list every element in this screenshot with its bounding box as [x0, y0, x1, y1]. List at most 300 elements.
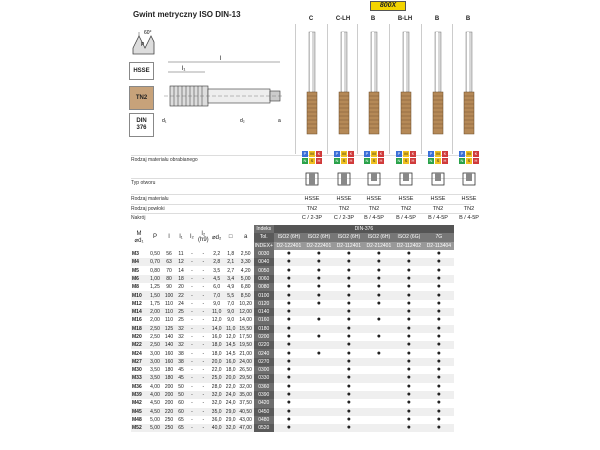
table-row — [131, 391, 454, 399]
index-suffix: 0240 — [254, 349, 274, 357]
index-suffix: 0080 — [254, 283, 274, 291]
product-image-0 — [295, 24, 327, 154]
product-type-0: C — [308, 16, 314, 22]
availability-dot: ● — [346, 366, 351, 374]
availability-dot: ● — [376, 333, 381, 340]
spec-cell: 18 — [175, 275, 187, 283]
spec-cell: 12,0 — [225, 334, 236, 340]
availability-dot — [364, 341, 394, 349]
product-image-1 — [327, 24, 359, 154]
tolerance-4: ISO2 (6G) — [394, 233, 424, 241]
tol-label: Tol. — [254, 233, 274, 241]
spec-cell: 20,0 — [210, 358, 224, 366]
spec-cell: - — [197, 374, 210, 382]
availability-dot — [364, 308, 394, 316]
availability-dot: ● — [406, 415, 411, 423]
d1-label: d₁ — [162, 118, 167, 124]
info-label: Nakrój — [131, 215, 146, 221]
spec-cell: 9,0 — [213, 300, 221, 307]
col-l: l — [168, 234, 170, 241]
spec-cell: - — [191, 383, 193, 390]
index-suffix: 0390 — [254, 391, 274, 399]
spec-cell: 12,0 — [211, 317, 222, 324]
availability-dot: ● — [424, 391, 454, 399]
spec-cell: - — [191, 400, 193, 407]
hole-type-icon — [359, 172, 389, 188]
info-value: TN2 — [400, 206, 412, 212]
thread-size: M4 — [131, 258, 147, 266]
spec-cell: 6,0 — [213, 284, 221, 291]
thread-size: M42 — [132, 400, 142, 407]
spec-cell: 43,00 — [239, 416, 252, 423]
spec-cell: - — [202, 251, 205, 258]
product-image-2 — [357, 24, 389, 154]
availability-dot: ● — [406, 333, 411, 340]
availability-dot: ● — [274, 325, 304, 333]
spec-cell: 1,8 — [227, 251, 235, 258]
availability-dot — [364, 416, 394, 424]
spec-cell: 3,00 — [147, 358, 163, 366]
spec-cell: - — [191, 317, 193, 324]
spec-cell: 45 — [178, 367, 184, 374]
availability-dot: ● — [376, 316, 381, 324]
spec-cell: 2,50 — [147, 341, 163, 349]
material-badges: P M K N S H — [365, 151, 383, 163]
table-row — [131, 383, 454, 391]
spec-cell: 32,00 — [239, 383, 252, 390]
spec-cell: 90 — [166, 284, 172, 291]
spec-cell: - — [197, 341, 210, 349]
availability-dot: ● — [436, 333, 441, 340]
spec-cell: - — [202, 350, 205, 357]
availability-dot: ● — [304, 258, 334, 266]
indeks-x-label: INDEX+ — [254, 242, 273, 249]
spec-cell: 2,1 — [224, 258, 238, 266]
spec-cell: - — [202, 416, 205, 423]
availability-dot — [304, 325, 334, 333]
hole-type-icon — [391, 172, 421, 188]
spec-cell: - — [202, 267, 205, 274]
info-divider — [131, 204, 471, 205]
din-header: DIN-376 — [274, 225, 454, 233]
index-suffix: 0330 — [254, 374, 274, 382]
spec-cell: 220 — [164, 408, 174, 415]
spec-cell: 110 — [165, 317, 173, 324]
spec-cell: - — [187, 341, 197, 349]
availability-dot — [364, 391, 394, 399]
spec-cell: 38 — [178, 350, 184, 357]
spec-cell: 2,50 — [240, 251, 251, 258]
info-value: HSSE — [398, 196, 414, 202]
index-suffix: 0220 — [254, 341, 274, 349]
availability-dot: ● — [334, 391, 364, 399]
spec-cell: 14,5 — [225, 350, 236, 357]
product-image-3 — [389, 24, 421, 154]
availability-dot: ● — [274, 391, 304, 399]
spec-cell: - — [191, 251, 193, 258]
spec-cell: 180 — [164, 375, 174, 382]
spec-cell: 50 — [175, 391, 187, 399]
availability-dot: ● — [274, 358, 304, 366]
spec-cell: - — [187, 275, 197, 283]
hole-type-icon — [297, 172, 327, 188]
availability-dot: ● — [424, 408, 454, 416]
availability-dot: ● — [316, 349, 321, 357]
spec-table — [131, 225, 454, 432]
availability-dot: ● — [316, 250, 321, 258]
spec-cell: - — [187, 424, 197, 432]
thread-size: M20 — [132, 334, 142, 340]
spec-cell: 2,50 — [147, 325, 163, 333]
spec-cell: 160 — [164, 358, 174, 365]
spec-cell: 20 — [178, 284, 184, 291]
table-row — [131, 416, 454, 424]
availability-dot: ● — [406, 250, 411, 258]
availability-dot: ● — [334, 424, 364, 432]
availability-dot: ● — [394, 408, 424, 416]
spec-table-wrap — [131, 225, 454, 432]
index-suffix: 0040 — [254, 258, 274, 266]
info-divider — [131, 213, 471, 214]
info-value: HSSE — [430, 196, 446, 202]
table-row — [131, 341, 454, 349]
spec-cell: 32 — [175, 341, 187, 349]
availability-dot — [304, 391, 334, 399]
availability-dot: ● — [436, 250, 441, 258]
spec-cell: 35,0 — [210, 408, 224, 416]
availability-dot: ● — [346, 299, 351, 307]
availability-dot: ● — [376, 266, 381, 274]
index-suffix: 0140 — [254, 308, 274, 316]
spec-cell: 70 — [166, 267, 172, 274]
thread-size: M24 — [132, 350, 142, 357]
spec-cell: 21,00 — [239, 350, 252, 357]
spec-cell: 0,70 — [147, 258, 163, 266]
availability-dot: ● — [436, 299, 441, 307]
spec-cell: 5,00 — [150, 416, 160, 423]
spec-cell: 4,5 — [210, 275, 224, 283]
availability-dot: ● — [286, 283, 291, 291]
availability-dot — [364, 374, 394, 382]
availability-dot — [364, 424, 394, 432]
spec-cell: 4,50 — [147, 408, 163, 416]
spec-cell: 14 — [178, 267, 184, 274]
availability-dot — [364, 399, 394, 407]
index-suffix: 0270 — [254, 358, 274, 366]
spec-cell: 100 — [164, 292, 174, 299]
thread-size: M14 — [131, 308, 147, 316]
availability-dot: ● — [394, 358, 424, 366]
availability-dot: ● — [424, 291, 454, 299]
col-pitch: P — [152, 234, 157, 241]
tap-drawing — [160, 50, 288, 140]
col-size: M ⌀d₁ — [134, 230, 144, 244]
availability-dot: ● — [376, 349, 381, 357]
spec-cell: 6,80 — [240, 284, 251, 291]
spec-cell: 80 — [163, 275, 175, 283]
index-suffix: 0050 — [254, 266, 274, 274]
availability-dot — [304, 416, 334, 424]
availability-dot: ● — [424, 258, 454, 266]
spec-cell: 200 — [164, 400, 174, 407]
spec-cell: 32 — [175, 325, 187, 333]
col-l1: l₁ — [179, 234, 183, 241]
spec-cell: 1,75 — [150, 300, 160, 307]
spec-cell: 4,50 — [150, 400, 160, 407]
info-label: Rodzaj materiału obrabianego — [131, 157, 198, 163]
spec-cell: 32 — [178, 334, 184, 340]
spec-cell: 250 — [164, 425, 174, 432]
spec-cell: 250 — [164, 416, 174, 423]
spec-cell: 1,00 — [147, 275, 163, 283]
spec-cell: 25 — [175, 308, 187, 316]
thread-size: M39 — [131, 391, 147, 399]
product-image-5 — [452, 24, 484, 154]
a-label: a — [278, 118, 281, 124]
availability-dot — [304, 358, 334, 366]
spec-cell: - — [197, 325, 210, 333]
d2-label: d₂ — [240, 118, 245, 124]
availability-dot — [304, 374, 334, 382]
table-row — [131, 291, 454, 299]
availability-dot: ● — [394, 391, 424, 399]
spec-cell: 65 — [175, 424, 187, 432]
availability-dot: ● — [286, 382, 291, 390]
availability-dot: ● — [424, 424, 454, 432]
spec-cell: - — [202, 400, 205, 407]
spec-cell: 16,0 — [224, 358, 238, 366]
availability-dot: ● — [424, 374, 454, 382]
availability-dot: ● — [274, 258, 304, 266]
availability-dot: ● — [406, 349, 411, 357]
info-value: HSSE — [461, 196, 477, 202]
availability-dot: ● — [424, 308, 454, 316]
availability-dot — [304, 399, 334, 407]
info-value: C / 2-3P — [333, 215, 355, 221]
index-code-0: D2-122401 — [274, 242, 304, 250]
thread-size: M30 — [132, 367, 142, 374]
index-code-4: D2-112402 — [394, 242, 424, 250]
spec-cell: - — [197, 408, 210, 416]
availability-dot: ● — [346, 283, 351, 291]
spec-cell: - — [187, 358, 197, 366]
spec-cell: 17,50 — [239, 334, 252, 340]
spec-cell: - — [202, 284, 205, 291]
index-suffix: 0100 — [254, 291, 274, 299]
spec-cell: 40,0 — [210, 424, 224, 432]
thread-size: M22 — [131, 341, 147, 349]
spec-cell: - — [202, 300, 205, 307]
spec-cell: 5,00 — [238, 275, 254, 283]
spec-cell: 60 — [175, 408, 187, 416]
spec-cell: - — [191, 367, 193, 374]
availability-dot — [304, 408, 334, 416]
tolerance-5: 7G — [424, 233, 454, 241]
table-row — [131, 308, 454, 316]
thread-size: M5 — [132, 267, 139, 274]
product-type-3: B-LH — [397, 16, 413, 22]
info-value: TN2 — [432, 206, 444, 212]
info-value: B / 4-5P — [428, 215, 448, 221]
info-value: TN2 — [368, 206, 380, 212]
info-divider — [131, 194, 471, 195]
spec-cell: 140 — [164, 334, 174, 340]
tolerance-3: ISO2 (6H) — [364, 233, 394, 241]
spec-cell: - — [187, 308, 197, 316]
spec-cell: 7,0 — [210, 291, 224, 299]
spec-cell: 28,0 — [211, 383, 222, 390]
spec-cell: 3,30 — [238, 258, 254, 266]
availability-dot: ● — [286, 415, 291, 423]
tolerance-2: ISO2 (6H) — [334, 233, 364, 241]
spec-cell: 125 — [164, 325, 174, 332]
info-value: TN2 — [338, 206, 350, 212]
index-suffix: 0450 — [254, 408, 274, 416]
spec-cell: - — [197, 275, 210, 283]
length-label: l — [220, 56, 222, 62]
availability-dot — [304, 341, 334, 349]
availability-dot: ● — [394, 341, 424, 349]
thread-size: M8 — [132, 284, 139, 291]
tolerance-1: ISO2 (6H) — [304, 233, 334, 241]
spec-cell: 22 — [175, 291, 187, 299]
spec-cell: 24,0 — [225, 400, 236, 407]
spec-cell: 11,0 — [210, 308, 224, 316]
spec-cell: 160 — [164, 350, 174, 357]
thread-size: M3 — [132, 251, 139, 258]
spec-cell: 63 — [163, 258, 175, 266]
spec-cell: 200 — [164, 383, 174, 390]
spec-cell: 4,00 — [147, 391, 163, 399]
availability-dot: ● — [406, 266, 411, 274]
availability-dot: ● — [394, 258, 424, 266]
availability-dot: ● — [346, 266, 351, 274]
spec-cell: 24 — [178, 300, 184, 307]
spec-cell: 50 — [178, 383, 184, 390]
availability-dot: ● — [424, 325, 454, 333]
availability-dot — [304, 366, 334, 374]
index-suffix: 0180 — [254, 325, 274, 333]
index-code-5: D2-113404 — [424, 242, 454, 250]
spec-cell: 24,0 — [224, 391, 238, 399]
availability-dot: ● — [376, 250, 381, 258]
index-suffix: 0120 — [254, 300, 274, 308]
availability-dot: ● — [286, 299, 291, 307]
spec-cell: - — [191, 416, 193, 423]
availability-dot: ● — [436, 283, 441, 291]
material-box: HSSE — [129, 62, 154, 80]
spec-cell: 29,0 — [225, 416, 236, 423]
thread-size: M6 — [131, 275, 147, 283]
availability-dot: ● — [424, 358, 454, 366]
availability-dot: ● — [406, 316, 411, 324]
spec-cell: 140 — [164, 342, 174, 349]
spec-cell: - — [191, 284, 193, 291]
index-suffix: 0420 — [254, 399, 274, 407]
product-image-4 — [421, 24, 453, 154]
spec-cell: 47,00 — [239, 425, 252, 432]
spec-cell: - — [202, 383, 205, 390]
thread-size: M52 — [131, 424, 147, 432]
availability-dot: ● — [334, 341, 364, 349]
availability-dot: ● — [406, 283, 411, 291]
spec-cell: 12,00 — [239, 309, 252, 316]
spec-cell: 0,80 — [150, 267, 160, 274]
product-type-1: C-LH — [335, 16, 351, 22]
thread-size: M12 — [132, 300, 142, 307]
thread-size: M18 — [131, 325, 147, 333]
index-suffix: 0060 — [254, 275, 274, 283]
spec-cell: 32,0 — [211, 400, 222, 407]
spec-cell: 2,7 — [227, 267, 235, 274]
spec-cell: 14,00 — [239, 317, 252, 324]
availability-dot: ● — [274, 308, 304, 316]
index-code-3: D2-212401 — [364, 242, 394, 250]
spec-cell: 200 — [164, 392, 174, 399]
spec-cell: 1,50 — [147, 291, 163, 299]
spec-cell: 19,50 — [239, 342, 252, 349]
availability-dot: ● — [436, 266, 441, 274]
spec-cell: 11,0 — [224, 325, 238, 333]
index-suffix: 0480 — [254, 416, 274, 424]
availability-dot: ● — [376, 299, 381, 307]
table-row — [131, 358, 454, 366]
spec-cell: 4,00 — [150, 383, 160, 390]
availability-dot: ● — [346, 415, 351, 423]
spec-cell: - — [197, 424, 210, 432]
spec-cell: 3,50 — [147, 374, 163, 382]
spec-cell: 35,00 — [239, 392, 252, 399]
availability-dot — [364, 366, 394, 374]
spec-cell: 20,0 — [224, 374, 238, 382]
info-value: TN2 — [463, 206, 475, 212]
spec-cell: 14,0 — [210, 325, 224, 333]
table-row — [131, 283, 454, 291]
spec-cell: 110 — [163, 308, 175, 316]
table-row — [131, 300, 454, 308]
thread-size: M10 — [131, 291, 147, 299]
spec-cell: 5,00 — [147, 424, 163, 432]
availability-dot: ● — [286, 366, 291, 374]
spec-cell: 36,0 — [211, 416, 222, 423]
spec-cell: 25,0 — [210, 374, 224, 382]
availability-dot: ● — [394, 424, 424, 432]
spec-cell: - — [197, 258, 210, 266]
product-type-4: B — [434, 16, 440, 22]
spec-cell: 9,0 — [227, 317, 235, 324]
spec-cell: 32,0 — [224, 424, 238, 432]
availability-dot: ● — [406, 382, 411, 390]
availability-dot: ● — [334, 258, 364, 266]
availability-dot: ● — [436, 399, 441, 407]
info-value: B / 4-5P — [364, 215, 384, 221]
spec-cell: - — [187, 391, 197, 399]
availability-dot: ● — [286, 333, 291, 340]
availability-dot: ● — [406, 299, 411, 307]
spec-cell: - — [187, 258, 197, 266]
spec-cell: 22,0 — [225, 383, 236, 390]
spec-cell: 40,50 — [239, 408, 252, 415]
spec-cell: 2,2 — [213, 251, 221, 258]
availability-dot: ● — [346, 382, 351, 390]
availability-dot: ● — [424, 275, 454, 283]
thread-angle-label: 60° — [144, 30, 152, 36]
material-badges: P M K N S H — [335, 151, 353, 163]
index-suffix: 0360 — [254, 383, 274, 391]
thread-size: M16 — [132, 317, 142, 324]
availability-dot: ● — [394, 325, 424, 333]
spec-cell: 2,8 — [210, 258, 224, 266]
